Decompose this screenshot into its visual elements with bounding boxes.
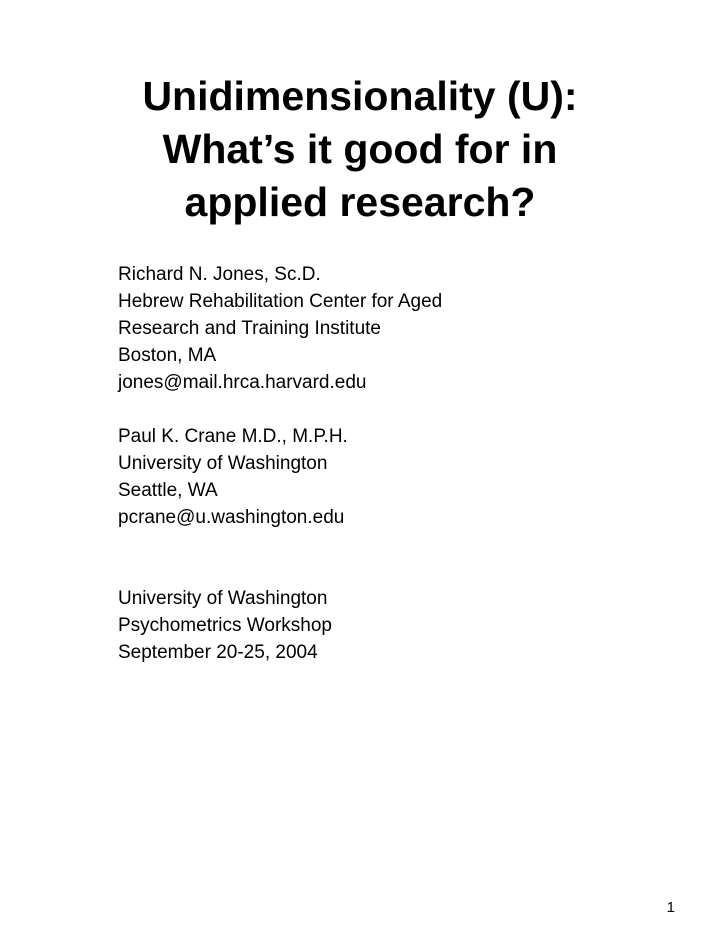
event-host: University of Washington — [118, 588, 328, 609]
slide-title — [0, 70, 720, 229]
event-dates: September 20-25, 2004 — [118, 642, 318, 663]
author-block-jones — [118, 261, 442, 396]
author-email: pcrane@u.washington.edu — [118, 507, 345, 528]
author-affiliation: University of Washington — [118, 453, 328, 474]
page-number: 1 — [666, 899, 675, 916]
author-affiliation: Hebrew Rehabilitation Center for Aged — [118, 291, 443, 312]
author-name: Richard N. Jones, Sc.D. — [118, 264, 321, 285]
author-block-crane — [118, 423, 348, 531]
author-location: Seattle, WA — [118, 480, 218, 501]
title-line: What’s it good for in — [162, 126, 558, 172]
author-email: jones@mail.hrca.harvard.edu — [118, 372, 367, 393]
event-name: Psychometrics Workshop — [118, 615, 332, 636]
title-line: applied research? — [184, 179, 536, 225]
event-block — [118, 585, 332, 666]
author-name: Paul K. Crane M.D., M.P.H. — [118, 426, 348, 447]
author-location: Boston, MA — [118, 345, 217, 366]
author-affiliation: Research and Training Institute — [118, 318, 381, 339]
title-line: Unidimensionality (U): — [142, 73, 578, 119]
